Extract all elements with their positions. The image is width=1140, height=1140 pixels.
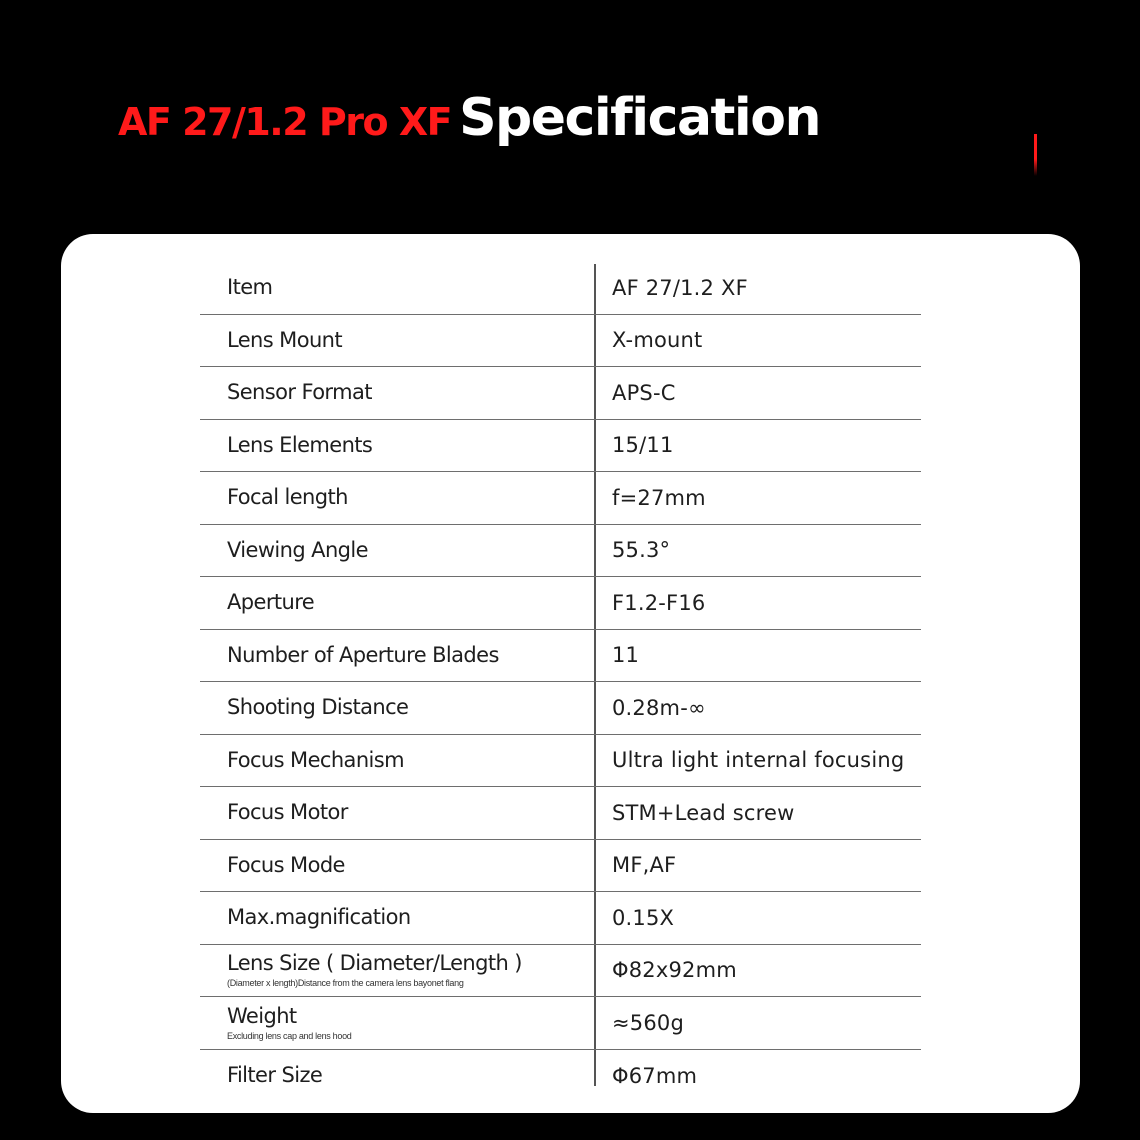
row-label: Sensor Format — [227, 380, 372, 405]
table-row — [200, 682, 921, 735]
row-value: 0.28m-∞ — [612, 695, 706, 720]
row-value: F1.2-F16 — [612, 590, 706, 615]
table-row — [200, 945, 921, 998]
row-value: STM+Lead screw — [612, 800, 795, 825]
table-row — [200, 892, 921, 945]
spec-table — [200, 262, 921, 1102]
row-label: Number of Aperture Blades — [227, 642, 499, 667]
table-row — [200, 315, 921, 368]
row-label: Weight — [227, 1003, 297, 1028]
table-row — [200, 367, 921, 420]
table-row — [200, 840, 921, 893]
table-row — [200, 735, 921, 788]
row-value: 15/11 — [612, 433, 674, 458]
title-specification: Specification — [459, 88, 820, 148]
table-row — [200, 472, 921, 525]
table-row — [200, 1050, 921, 1103]
row-label: Aperture — [227, 590, 315, 615]
row-value: APS-C — [612, 380, 676, 405]
row-label: Focus Mode — [227, 852, 345, 877]
row-value: X-mount — [612, 328, 703, 353]
accent-bar — [1034, 134, 1037, 176]
row-value: 55.3° — [612, 538, 671, 563]
row-label: Lens Elements — [227, 432, 373, 457]
row-value: AF 27/1.2 XF — [612, 275, 748, 300]
table-row — [200, 420, 921, 473]
row-label: Viewing Angle — [227, 537, 368, 562]
row-value: MF,AF — [612, 853, 677, 878]
row-value: Φ82x92mm — [612, 958, 737, 983]
row-label: Focus Mechanism — [227, 747, 404, 772]
table-row — [200, 630, 921, 683]
row-label: Focus Motor — [227, 800, 348, 825]
product-name: AF 27/1.2 Pro XF — [118, 100, 452, 144]
row-value: Ultra light internal focusing — [612, 748, 905, 773]
page-title — [118, 88, 820, 148]
table-row — [200, 997, 921, 1050]
table-row — [200, 577, 921, 630]
row-label: Lens Mount — [227, 327, 342, 352]
row-label: Max.magnification — [227, 905, 411, 930]
table-row — [200, 262, 921, 315]
row-label: Lens Size ( Diameter/Length ) — [227, 951, 522, 976]
row-value: Φ67mm — [612, 1063, 698, 1088]
row-label: Focal length — [227, 485, 348, 510]
row-label: Item — [227, 275, 273, 300]
row-label: Filter Size — [227, 1063, 323, 1088]
table-row — [200, 787, 921, 840]
row-note: (Diameter x length)Distance from the camera lens bayonet flang — [227, 978, 464, 989]
row-note: Excluding lens cap and lens hood — [227, 1030, 352, 1041]
table-row — [200, 525, 921, 578]
row-value: f=27mm — [612, 485, 706, 510]
row-value: 0.15X — [612, 905, 675, 930]
row-label: Shooting Distance — [227, 695, 409, 720]
row-value: 11 — [612, 643, 640, 668]
row-value: ≈560g — [612, 1010, 685, 1035]
